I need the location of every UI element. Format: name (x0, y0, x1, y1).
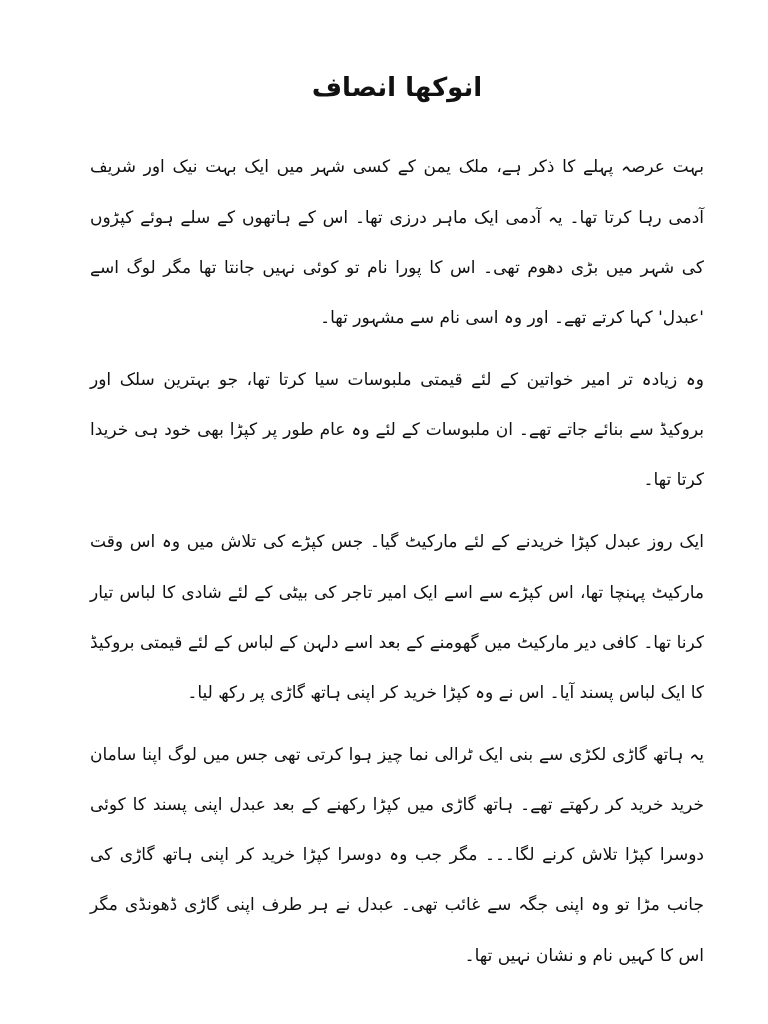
paragraph-4: یہ ہاتھ گاڑی لکڑی سے بنی ایک ٹرالی نما چیز ہوا کرتی تھی جس میں لوگ اپنا سامان خرید خرید کر رکھتے تھے۔ ہاتھ گاڑی میں کپڑا رکھنے کے بعد عبدل اپنی پسند کا کوئی دوسرا کپڑا تلاش کرنے لگا۔۔۔ مگر جب وہ دوسرا کپڑا خرید کر اپنی ہاتھ گاڑی کی جانب مڑا تو وہ اپنی جگہ سے غائب تھی۔ عبدل نے ہر طرف اپنی گاڑی ڈھونڈی مگر اس کا کہیں نام و نشان نہیں تھا۔ (90, 744, 704, 966)
story-title: انوکھا انصاف (311, 73, 483, 103)
document-page (90, 70, 704, 993)
paragraph-3: ایک روز عبدل کپڑا خریدنے کے لئے مارکیٹ گیا۔ جس کپڑے کی تلاش میں وہ اس وقت مارکیٹ پہنچا تھا، اس کپڑے سے اسے ایک امیر تاجر کی بیٹی کے لئے شادی کا لباس تیار کرنا تھا۔ کافی دیر مارکیٹ میں گھومنے کے بعد اسے دلہن کے لباس کے لئے قیمتی بروکیڈ کا ایک لباس پسند آیا۔ اس نے وہ کپڑا خرید کر اپنی ہاتھ گاڑی پر رکھ لیا۔ (90, 532, 704, 703)
paragraph-1: بہت عرصہ پہلے کا ذکر ہے، ملک یمن کے کسی شہر میں ایک بہت نیک اور شریف آدمی رہا کرتا تھا۔ یہ آدمی ایک ماہر درزی تھا۔ اس کے ہاتھوں کے سلے ہوئے کپڑوں کی شہر میں بڑی دھوم تھی۔ اس کا پورا نام تو کوئی نہیں جانتا تھا مگر لوگ اسے 'عبدل' کہا کرتے تھے۔ اور وہ اسی نام سے مشہور تھا۔ (90, 157, 704, 328)
paragraph-2: وہ زیادہ تر امیر خواتین کے لئے قیمتی ملبوسات سیا کرتا تھا، جو بہترین سلک اور بروکیڈ سے بنائے جاتے تھے۔ ان ملبوسات کے لئے وہ عام طور پر کپڑا بھی خود ہی خریدا کرتا تھا۔ (90, 369, 704, 491)
